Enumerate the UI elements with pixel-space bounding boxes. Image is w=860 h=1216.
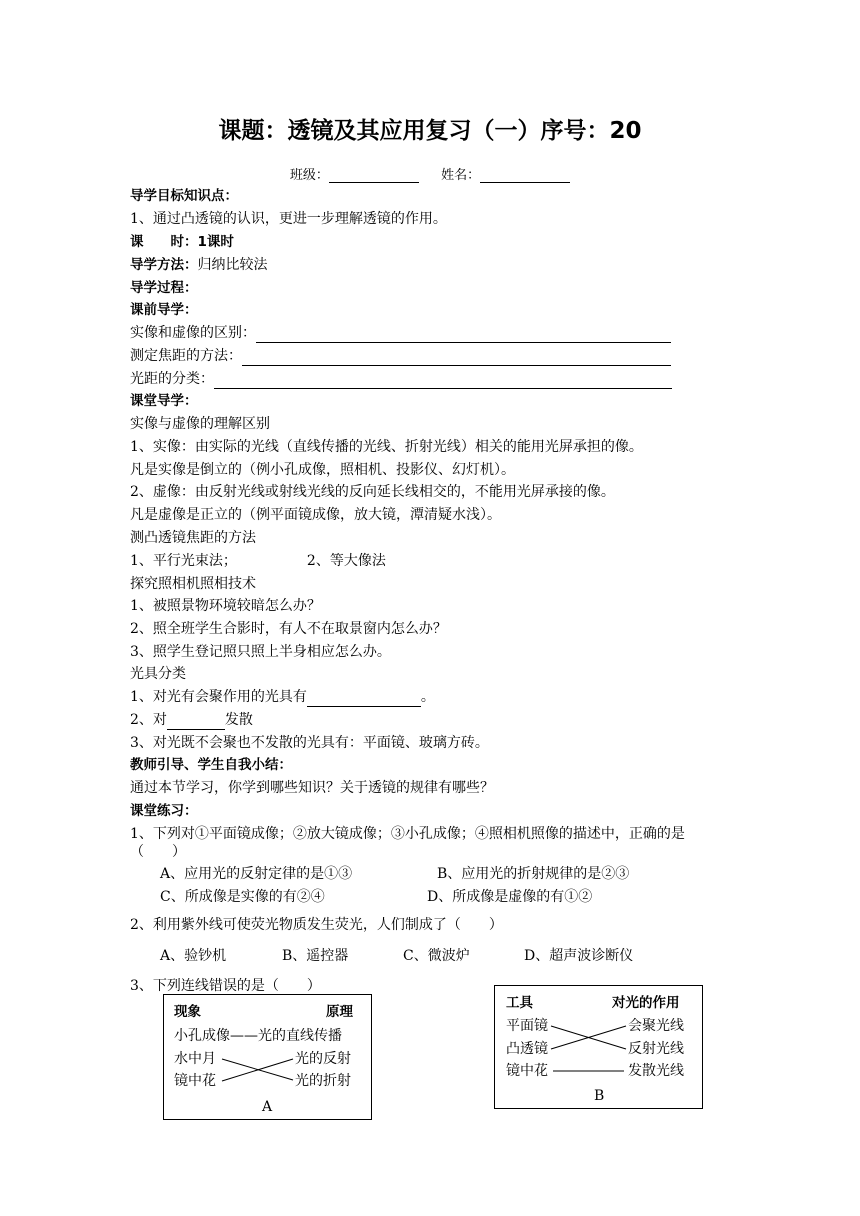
fill-text: 2、对 — [130, 712, 167, 728]
class-heading: 课堂导学： — [130, 393, 198, 409]
method-1: 1、平行光束法； — [130, 553, 237, 569]
question-1: 1、下列对①平面镜成像；②放大镜成像；③小孔成像；④照相机照像的描述中，正确的是 — [130, 826, 685, 842]
box-b-label: B — [594, 1088, 605, 1104]
option-b[interactable]: B、遥控器 — [282, 948, 349, 964]
question-3: 3、下列连线错误的是（ ） — [130, 978, 321, 994]
box-b-left-3: 镜中花 — [506, 1063, 548, 1079]
text-line: 实像与虚像的理解区别 — [130, 416, 270, 432]
text-line: 探究照相机照相技术 — [130, 576, 256, 592]
goal-heading: 导学目标知识点： — [130, 188, 238, 204]
box-a-row-3-left: 镜中花 — [174, 1073, 216, 1089]
box-b-left-2: 凸透镜 — [506, 1041, 548, 1057]
name-label: 姓名： — [441, 168, 481, 183]
text-line: 凡是实像是倒立的（例小孔成像，照相机、投影仪、幻灯机）。 — [130, 462, 515, 478]
text-line: 2、照全班学生合影时，有人不在取景窗内怎么办？ — [130, 621, 447, 637]
process-heading: 导学过程： — [130, 280, 198, 296]
period-line: 课 时：1课时 — [130, 234, 234, 250]
box-b-head-left: 工具 — [506, 995, 533, 1011]
box-a-row-2-right: 光的反射 — [295, 1051, 351, 1067]
option-b[interactable]: B、应用光的折射规律的是②③ — [437, 866, 630, 882]
option-c[interactable]: C、所成像是实像的有②④ — [160, 889, 325, 905]
text-line: 2、虚像：由反射光线或射线光线的反向延长线相交的，不能用光屏承接的像。 — [130, 484, 615, 500]
box-b-right-1: 会聚光线 — [628, 1018, 684, 1034]
text-line: 测凸透镜焦距的方法 — [130, 530, 256, 546]
text-line: 3、对光既不会聚也不发散的光具有：平面镜、玻璃方砖。 — [130, 735, 489, 751]
box-a-row-1: 小孔成像——光的直线传播 — [174, 1028, 342, 1044]
option-d[interactable]: D、超声波诊断仪 — [524, 948, 634, 964]
page-title: 课题：透镜及其应用复习（一）序号：20 — [218, 118, 642, 144]
box-a-row-2-left: 水中月 — [174, 1051, 216, 1067]
box-b-head-right: 对光的作用 — [612, 995, 680, 1011]
fill-text-end: 。 — [420, 689, 435, 705]
text-line: 3、照学生登记照只照上半身相应怎么办。 — [130, 644, 391, 660]
question-text: 实像和虚像的区别： — [130, 325, 256, 341]
pre-heading: 课前导学： — [130, 302, 198, 318]
summary-heading: 教师引导、学生自我小结： — [130, 757, 292, 773]
text-line: 1、被照景物环境较暗怎么办？ — [130, 598, 321, 614]
fill-text: 1、对光有会聚作用的光具有 — [130, 689, 307, 705]
question-1-paren: （ ） — [130, 844, 186, 860]
text-line: 光具分类 — [130, 666, 186, 682]
option-a[interactable]: A、应用光的反射定律的是①③ — [160, 866, 353, 882]
question-text: 光距的分类： — [130, 371, 214, 387]
box-a-label: A — [262, 1099, 273, 1115]
method-2: 2、等大像法 — [306, 553, 386, 569]
box-a-head-right: 原理 — [326, 1004, 353, 1020]
question-2: 2、利用紫外线可使荧光物质发生荧光，人们制成了（ ） — [130, 917, 503, 933]
text-line: 凡是虚像是正立的（例平面镜成像，放大镜，潭清疑水浅）。 — [130, 507, 501, 523]
question-text: 测定焦距的方法： — [130, 348, 242, 364]
box-b-left-1: 平面镜 — [506, 1018, 548, 1034]
method-value: 归纳比较法 — [197, 257, 268, 273]
class-label: 班级： — [289, 168, 329, 183]
box-a-row-3-right: 光的折射 — [295, 1073, 351, 1089]
goal-item: 1、通过凸透镜的认识，更进一步理解透镜的作用。 — [130, 211, 447, 227]
practice-heading: 课堂练习： — [130, 803, 198, 819]
text-line: 通过本节学习，你学到哪些知识？关于透镜的规律有哪些？ — [130, 780, 494, 796]
option-d[interactable]: D、所成像是虚像的有①② — [427, 889, 593, 905]
option-c[interactable]: C、微波炉 — [403, 948, 470, 964]
text-line: 1、实像：由实际的光线（直线传播的光线、折射光线）相关的能用光屏承担的像。 — [130, 439, 643, 455]
box-b-right-3: 发散光线 — [628, 1063, 684, 1079]
box-b-right-2: 反射光线 — [628, 1041, 684, 1057]
method-label: 导学方法： — [130, 257, 198, 273]
box-a-head-left: 现象 — [174, 1004, 201, 1020]
option-a[interactable]: A、验钞机 — [160, 948, 227, 964]
fill-text-end: 发散 — [224, 712, 253, 728]
